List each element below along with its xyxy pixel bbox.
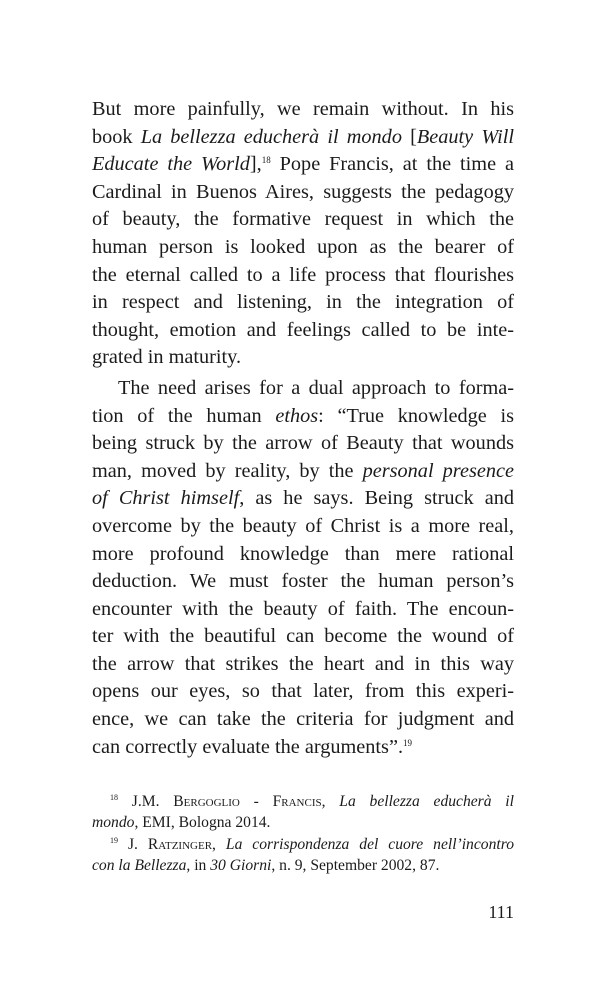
body-line: Cardinal in Buenos Aires, suggests the pedagogy: [92, 180, 514, 203]
footnote-18: $^{18}$ J.M. Bergoglio - Francis, La bellezza educherà il: [110, 793, 514, 810]
body-line: ence, we can take the criteria for judgment and: [92, 708, 514, 731]
body-line: being struck by the arrow of Beauty that wounds: [92, 432, 514, 455]
body-line: overcome by the beauty of Christ is a more real,: [92, 514, 514, 537]
body-line: man, moved by reality, by the personal presence: [92, 459, 514, 482]
footnote-ref-19[interactable]: 19: [403, 737, 413, 748]
body-line: in respect and listening, in the integration of: [92, 291, 514, 314]
body-line: more profound knowledge than mere rational: [92, 542, 514, 565]
body-line: Educate the World],$^{18}$ Pope Francis, at the time a: [92, 153, 514, 176]
body-line: book La bellezza educherà il mondo [Beauty Will: [92, 125, 515, 148]
footnote-19-cont: con la Bellezza, in 30 Giorni, n. 9, September 2002, 87.: [92, 857, 440, 875]
body-line: opens our eyes, so that later, from this experi-: [92, 680, 514, 703]
body-line: deduction. We must foster the human person’s: [92, 570, 514, 593]
page-number: 111: [488, 902, 514, 922]
footnote-19: $^{19}$ J. Ratzinger, La corrispondenza del cuore nell’incontro: [110, 835, 514, 853]
body-line: The need arises for a dual approach to forma-: [118, 376, 514, 399]
body-line: human person is looked upon as the bearer of: [92, 235, 514, 258]
body-line: thought, emotion and feelings called to be inte-: [92, 318, 514, 341]
body-text: [92, 96, 514, 761]
footnote-18-cont: mondo, EMI, Bologna 2014.: [92, 814, 271, 832]
body-line: the eternal called to a life process that flourishes: [92, 263, 514, 286]
body-line: of beauty, the formative request in which the: [92, 208, 514, 231]
body-line: grated in maturity.: [92, 346, 242, 369]
body-line: tion of the human ethos: “True knowledge is: [92, 404, 515, 427]
footnote-ref-18[interactable]: 18: [261, 155, 271, 166]
body-line: can correctly evaluate the arguments”.$^{19}$: [92, 735, 413, 758]
footnotes: [92, 791, 514, 877]
body-line: of Christ himself, as he says. Being struck and: [92, 487, 514, 510]
body-line: encounter with the beauty of faith. The encoun-: [92, 597, 514, 620]
body-line: ter with the beautiful can become the wound of: [92, 625, 514, 648]
body-line: the arrow that strikes the heart and in this way: [92, 652, 514, 675]
body-line: But more painfully, we remain without. In his: [92, 98, 514, 120]
